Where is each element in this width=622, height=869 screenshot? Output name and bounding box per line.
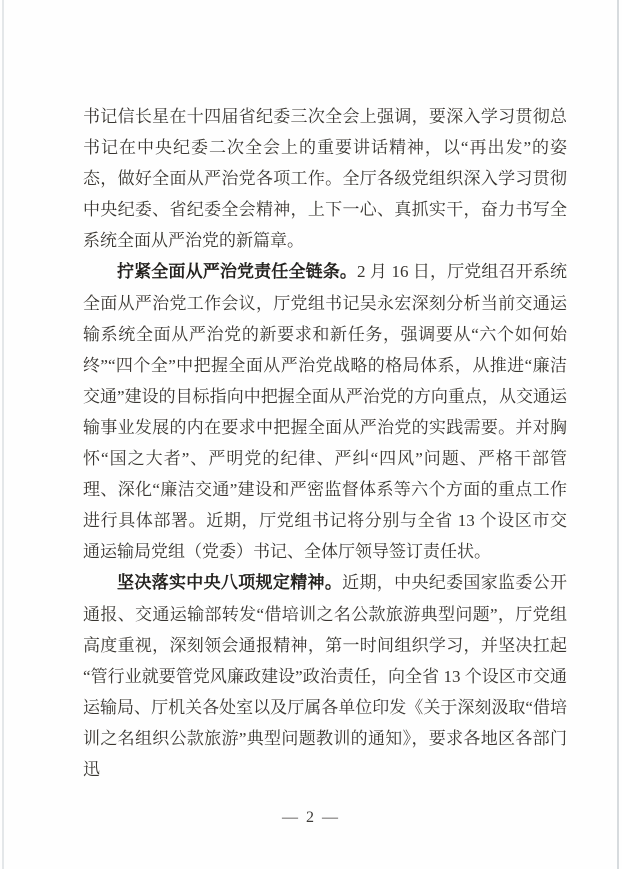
paragraph-text: 书记信长星在十四届省纪委三次全会上强调，要深入学习贯彻总书记在中央纪委二次全会上的重要讲话精神，以“再出发”的姿态，做好全面从严治党各项工作。全厅各级党组织深入学习贯彻中央纪委、省纪委全会精神，上下一心、真抓实干，奋力书写全系统全面从严治党的新篇章。 [83, 107, 567, 250]
scan-edge-right [617, 0, 619, 869]
paragraph-text: 近期，中央纪委国家监委公开通报、交通运输部转发“借培训之名公款旅游典型问题”，厅党组高度重视，深刻领会通报精神，第一时间组织学习，并坚决扛起“管行业就要管党风廉政建设”政治责任，向全省 13 个设区市交通运输局、厅机关各处室以及厅属各单位印发《关于深刻汲取“借培训之名组织公款旅游”典型问题教训的通知》，要求各地区各部门迅 [83, 573, 568, 779]
scan-edge-left [2, 0, 4, 869]
paragraph-eight-point-regulations [83, 567, 567, 785]
paragraph-continued [83, 101, 567, 256]
page-number: — 2 — [282, 809, 340, 826]
page-footer [0, 806, 622, 830]
paragraph-lead: 拧紧全面从严治党责任全链条。 [117, 262, 358, 282]
document-body [83, 101, 567, 785]
paragraph-text: 2 月 16 日，厅党组召开系统全面从严治党工作会议，厅党组书记吴永宏深刻分析当前交通运输系统全面从严治党的新要求和新任务，强调要从“六个如何始终”“四个全”中把握全面从严治党战略的格局体系，从推进“廉洁交通”建设的目标指向中把握全面从严治党的方向重点，从交通运输事业发展的内在要求中把握全面从严治党的实践需要。并对胸怀“国之大者”、严明党的纪律、严纠“四风”问题、严格干部管理、深化“廉洁交通”建设和严密监督体系等六个方面的重点工作进行具体部署。近期，厅党组书记将分别与全省 13 个设区市交通运输局党组（党委）书记、全体厅领导签订责任状。 [83, 262, 568, 561]
paragraph-responsibility-chain [83, 256, 567, 567]
paragraph-lead: 坚决落实中央八项规定精神。 [117, 573, 343, 593]
